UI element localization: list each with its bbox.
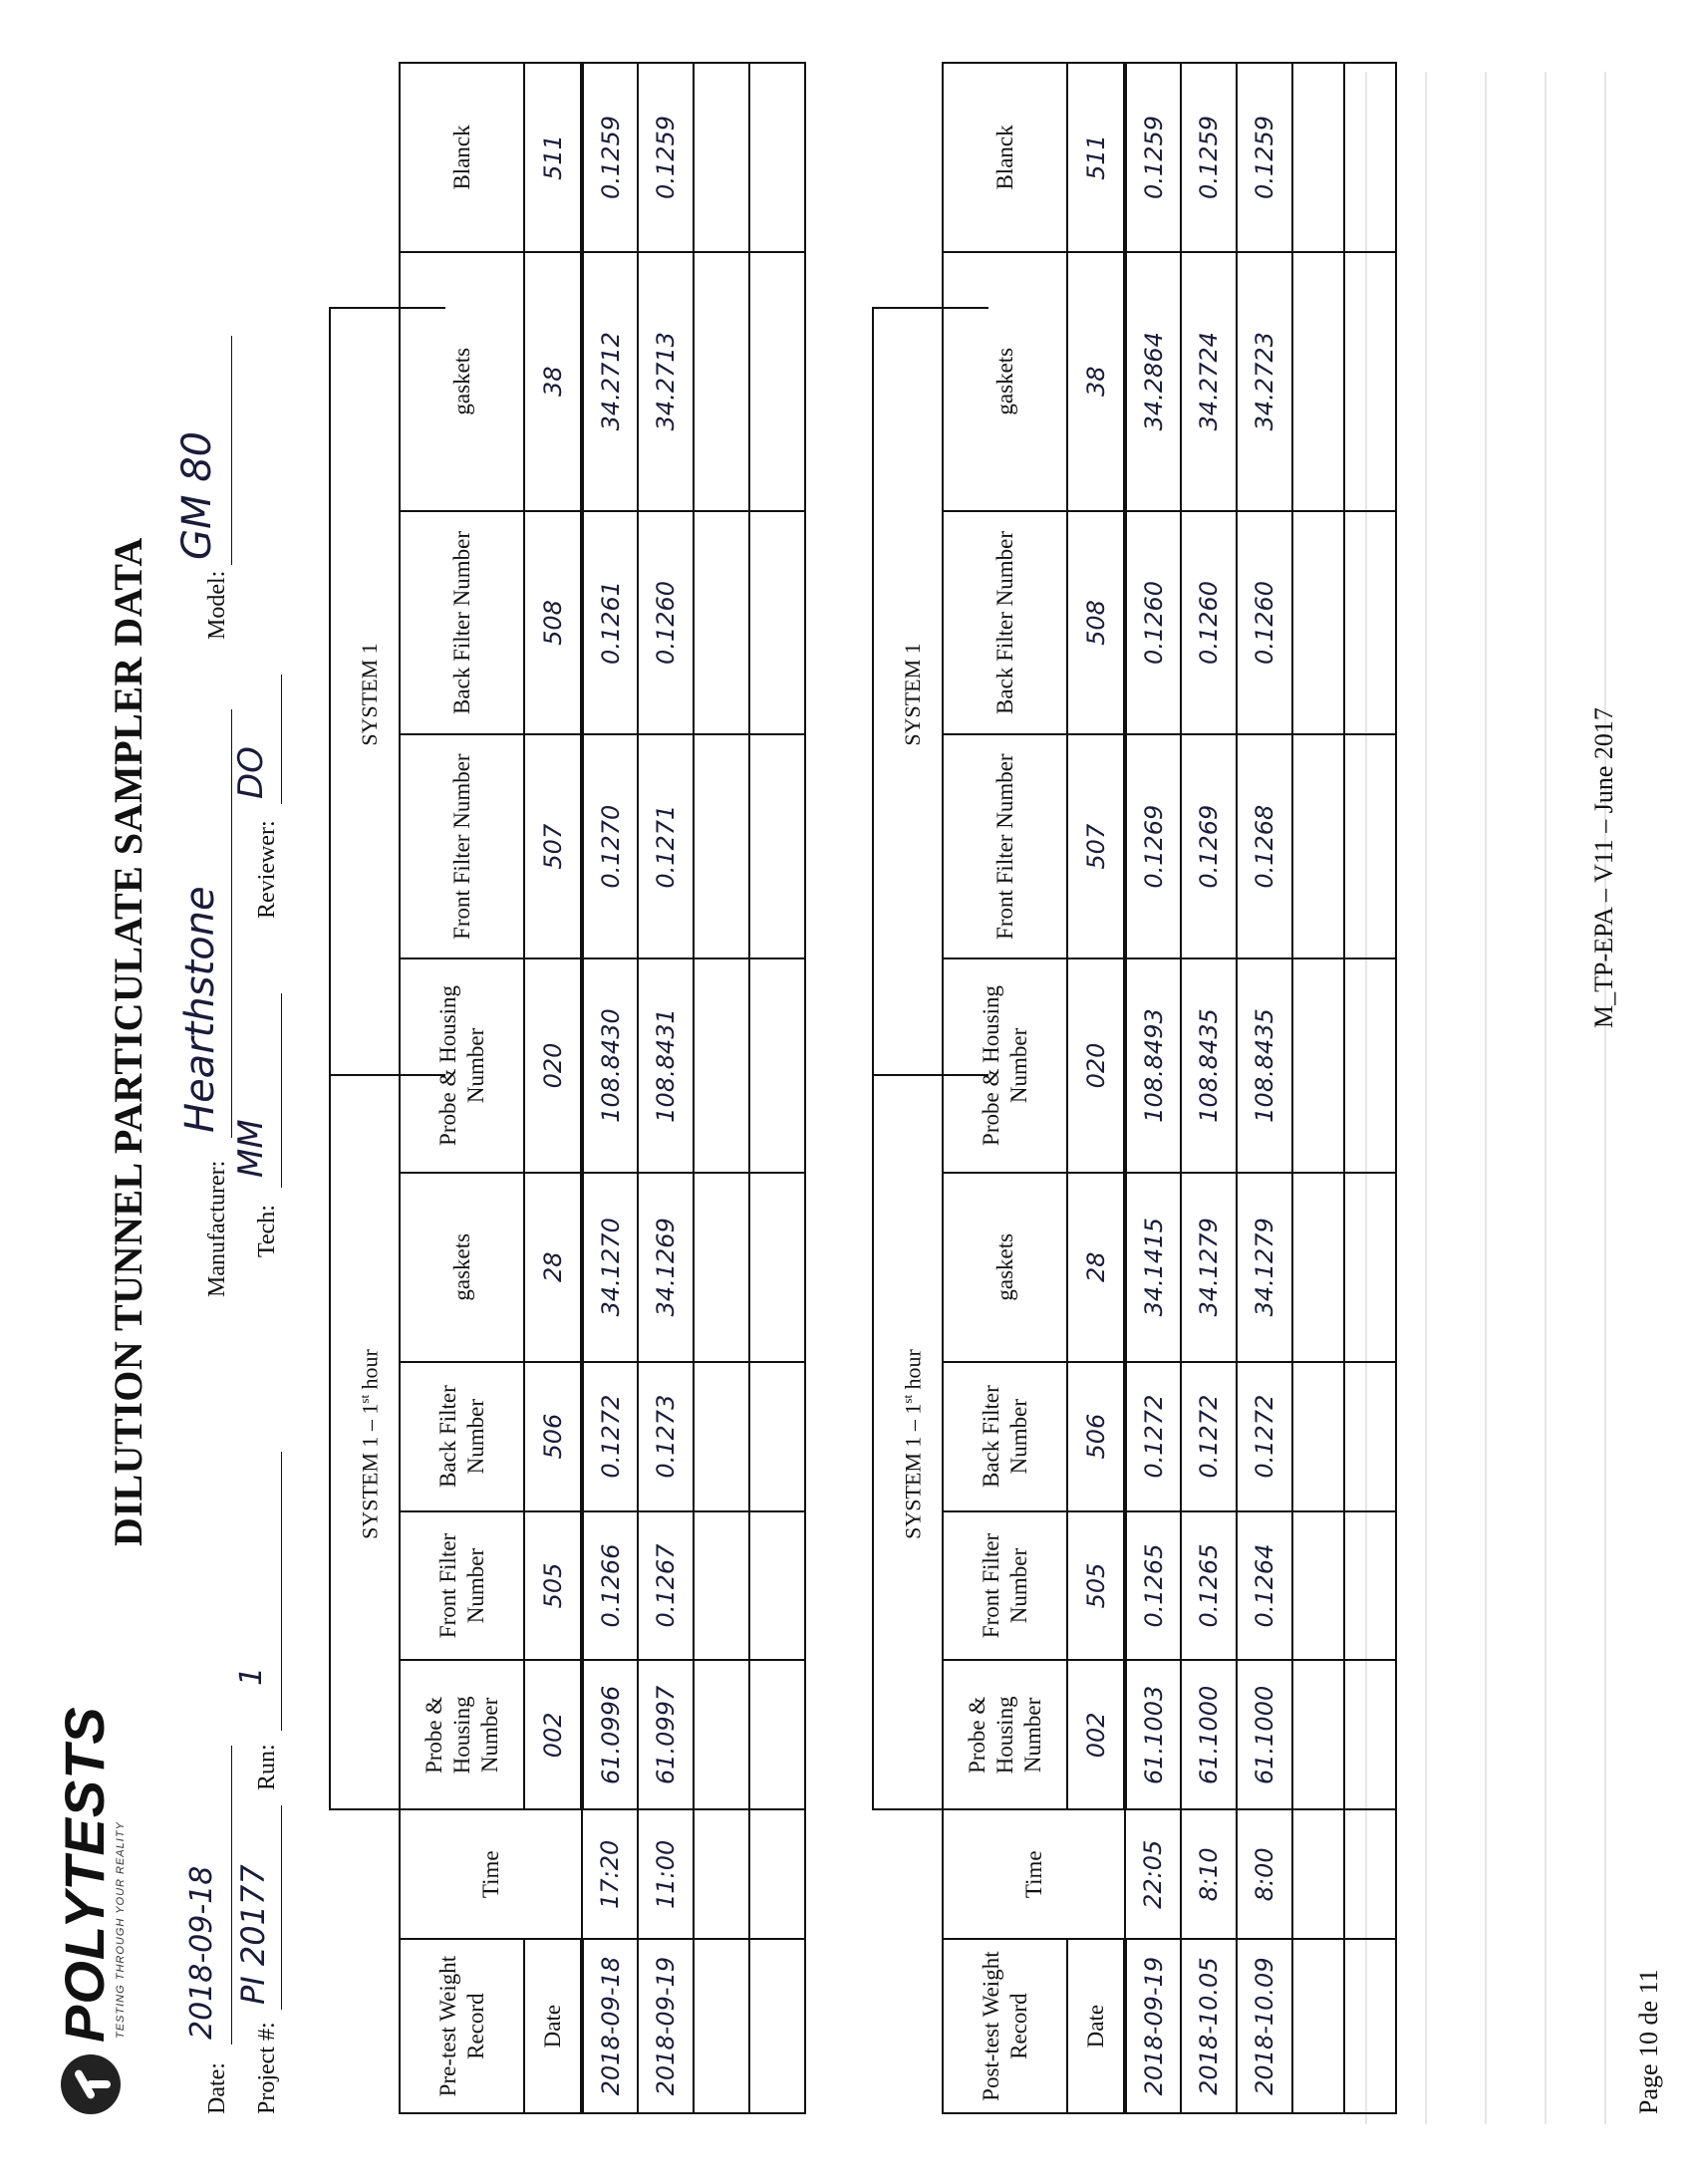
logo-tagline: TESTING THROUGH YOUR REALITY xyxy=(115,1821,127,2039)
table-cell xyxy=(1344,1809,1396,1939)
table-cell: 61.1003 xyxy=(1125,1660,1181,1809)
manufacturer-label: Manufacturer: xyxy=(204,1160,230,1297)
pretest-id-front-2: 507 xyxy=(524,734,582,958)
polytests-logo-icon xyxy=(61,2054,121,2114)
table-cell: 2018-10.09 xyxy=(1237,1939,1292,2113)
table-cell: 22:05 xyxy=(1125,1809,1181,1939)
table-cell: 0.1269 xyxy=(1125,734,1181,958)
table-cell: 0.1272 xyxy=(582,1362,638,1511)
table-cell xyxy=(694,1939,749,2113)
pretest-header-time: Time xyxy=(400,1809,582,1939)
model-value: GM 80 xyxy=(174,430,220,560)
table-cell xyxy=(1344,734,1396,958)
table-cell: 61.0996 xyxy=(582,1660,638,1809)
polytests-logo xyxy=(55,1706,127,2114)
page-number: Page 10 de 11 xyxy=(1634,1969,1663,2114)
table-cell: 61.1000 xyxy=(1237,1660,1292,1809)
posttest-id-back-2: 508 xyxy=(1067,511,1125,735)
table-cell xyxy=(1344,511,1396,735)
table-cell: 0.1270 xyxy=(582,734,638,958)
posttest-header-gaskets-2: gaskets xyxy=(943,252,1067,511)
logo-name: POLYTESTS xyxy=(53,1706,116,2043)
pretest-table xyxy=(399,62,806,2114)
table-cell: 0.1269 xyxy=(1181,734,1237,958)
table-cell xyxy=(749,252,805,511)
table-cell xyxy=(749,1173,805,1362)
table-cell: 0.1265 xyxy=(1125,1511,1181,1661)
posttest-id-gaskets-1: 28 xyxy=(1067,1173,1125,1362)
posttest-header-probe-1: Probe & Housing Number xyxy=(943,1660,1067,1809)
table-cell xyxy=(1292,511,1344,735)
table-cell: 0.1267 xyxy=(638,1511,694,1661)
table-cell: 34.1279 xyxy=(1237,1173,1292,1362)
posttest-id-front-2: 507 xyxy=(1067,734,1125,958)
table-row xyxy=(1237,63,1292,2113)
table-row xyxy=(1181,63,1237,2113)
table-row xyxy=(1125,63,1181,2113)
posttest-id-probe-2: 020 xyxy=(1067,958,1125,1173)
table-cell: 8:10 xyxy=(1181,1809,1237,1939)
table-cell: 0.1259 xyxy=(1237,63,1292,252)
table-cell xyxy=(1344,252,1396,511)
tech-label: Tech: xyxy=(254,1205,280,1257)
table-cell: 0.1259 xyxy=(1181,63,1237,252)
table-cell: 0.1272 xyxy=(1125,1362,1181,1511)
pretest-header-back-1: Back Filter Number xyxy=(400,1362,524,1511)
table-cell xyxy=(749,1511,805,1661)
table-cell xyxy=(1292,1511,1344,1661)
table-cell: 2018-09-19 xyxy=(1125,1939,1181,2113)
table-cell xyxy=(749,511,805,735)
table-cell: 2018-10.05 xyxy=(1181,1939,1237,2113)
table-cell: 0.1265 xyxy=(1181,1511,1237,1661)
table-cell: 34.1415 xyxy=(1125,1173,1181,1362)
manufacturer-value: Hearthstone xyxy=(177,886,223,1133)
posttest-header-gaskets-1: gaskets xyxy=(943,1173,1067,1362)
table-cell: 108.8430 xyxy=(582,958,638,1173)
pretest-header-date: Date xyxy=(524,1939,582,2113)
posttest-header-probe-2: Probe & Housing Number xyxy=(943,958,1067,1173)
table-cell: 34.1279 xyxy=(1181,1173,1237,1362)
pretest-id-gaskets-2: 38 xyxy=(524,252,582,511)
table-cell: 61.1000 xyxy=(1181,1660,1237,1809)
table-cell xyxy=(1344,1173,1396,1362)
table-cell: 34.2723 xyxy=(1237,252,1292,511)
table-cell: 0.1260 xyxy=(1237,511,1292,735)
table-cell xyxy=(694,1511,749,1661)
pretest-header-gaskets-2: gaskets xyxy=(400,252,524,511)
project-value: PI 20177 xyxy=(234,1864,272,2005)
table-cell: 0.1271 xyxy=(638,734,694,958)
table-cell xyxy=(694,958,749,1173)
table-cell: 0.1260 xyxy=(1181,511,1237,735)
table-cell: 0.1260 xyxy=(638,511,694,735)
posttest-id-blanck: 511 xyxy=(1067,63,1125,252)
table-cell: 0.1273 xyxy=(638,1362,694,1511)
table-cell xyxy=(694,1809,749,1939)
table-cell: 17:20 xyxy=(582,1809,638,1939)
table-cell: 61.0997 xyxy=(638,1660,694,1809)
table-cell xyxy=(694,1173,749,1362)
posttest-id-front-1: 505 xyxy=(1067,1511,1125,1661)
table-cell xyxy=(749,958,805,1173)
posttest-header-time: Time xyxy=(943,1809,1125,1939)
posttest-record-label: Post-test Weight Record xyxy=(943,1939,1067,2113)
table-cell: 108.8493 xyxy=(1125,958,1181,1173)
reviewer-value: DO xyxy=(231,746,271,799)
table-cell xyxy=(1292,1809,1344,1939)
table-cell xyxy=(694,511,749,735)
pretest-id-probe-1: 002 xyxy=(524,1660,582,1809)
table-row xyxy=(694,63,749,2113)
posttest-system1-first-hour-label: SYSTEM 1 – 1st hour xyxy=(900,1349,926,1539)
table-cell xyxy=(749,1362,805,1511)
table-cell: 11:00 xyxy=(638,1809,694,1939)
pretest-header-blanck: Blanck xyxy=(400,63,524,252)
table-cell: 8:00 xyxy=(1237,1809,1292,1939)
table-cell xyxy=(749,1660,805,1809)
posttest-table xyxy=(942,62,1397,2114)
date-value: 2018-09-18 xyxy=(184,1865,219,2040)
table-cell: 0.1260 xyxy=(1125,511,1181,735)
table-cell xyxy=(1292,958,1344,1173)
posttest-header-back-1: Back Filter Number xyxy=(943,1362,1067,1511)
pretest-id-gaskets-1: 28 xyxy=(524,1173,582,1362)
posttest-system1-label: SYSTEM 1 xyxy=(900,643,925,746)
table-cell xyxy=(694,1362,749,1511)
table-row xyxy=(638,63,694,2113)
pretest-id-front-1: 505 xyxy=(524,1511,582,1661)
table-cell xyxy=(694,1660,749,1809)
project-label: Project #: xyxy=(254,2022,280,2114)
table-cell xyxy=(1344,1362,1396,1511)
pretest-header-back-2: Back Filter Number xyxy=(400,511,524,735)
table-cell: 34.2864 xyxy=(1125,252,1181,511)
table-cell: 0.1259 xyxy=(638,63,694,252)
table-cell: 34.2724 xyxy=(1181,252,1237,511)
table-cell xyxy=(1292,63,1344,252)
table-cell: 108.8435 xyxy=(1237,958,1292,1173)
table-cell: 0.1272 xyxy=(1181,1362,1237,1511)
run-value: 1 xyxy=(234,1666,269,1686)
table-cell: 108.8431 xyxy=(638,958,694,1173)
table-cell: 2018-09-19 xyxy=(638,1939,694,2113)
pretest-system1-label: SYSTEM 1 xyxy=(357,643,382,746)
table-cell: 0.1268 xyxy=(1237,734,1292,958)
posttest-header-front-2: Front Filter Number xyxy=(943,734,1067,958)
table-cell: 34.1269 xyxy=(638,1173,694,1362)
pretest-id-back-1: 506 xyxy=(524,1362,582,1511)
table-cell xyxy=(1344,1939,1396,2113)
pretest-id-back-2: 508 xyxy=(524,511,582,735)
table-cell: 2018-09-18 xyxy=(582,1939,638,2113)
reviewer-label: Reviewer: xyxy=(254,820,280,919)
table-cell xyxy=(694,252,749,511)
tech-value: MM xyxy=(231,1119,271,1178)
table-cell xyxy=(749,63,805,252)
table-cell xyxy=(1292,1362,1344,1511)
table-cell xyxy=(1292,1939,1344,2113)
table-row xyxy=(749,63,805,2113)
pretest-id-probe-2: 020 xyxy=(524,958,582,1173)
table-cell xyxy=(1344,958,1396,1173)
page-title: DILUTION TUNNEL PARTICULATE SAMPLER DATA xyxy=(106,537,150,1546)
table-row xyxy=(1344,63,1396,2113)
table-row xyxy=(1292,63,1344,2113)
table-cell xyxy=(749,1939,805,2113)
posttest-id-gaskets-2: 38 xyxy=(1067,252,1125,511)
table-cell xyxy=(749,1809,805,1939)
run-label: Run: xyxy=(254,1744,280,1790)
table-cell: 0.1261 xyxy=(582,511,638,735)
table-cell: 0.1264 xyxy=(1237,1511,1292,1661)
pretest-id-blanck: 511 xyxy=(524,63,582,252)
pretest-header-gaskets-1: gaskets xyxy=(400,1173,524,1362)
posttest-header-front-1: Front Filter Number xyxy=(943,1511,1067,1661)
posttest-id-probe-1: 002 xyxy=(1067,1660,1125,1809)
table-row xyxy=(582,63,638,2113)
table-cell xyxy=(694,63,749,252)
table-cell: 0.1259 xyxy=(1125,63,1181,252)
document-version: M_TP-EPA – V11 – June 2017 xyxy=(1589,707,1618,1028)
posttest-header-date: Date xyxy=(1067,1939,1125,2113)
posttest-header-blanck: Blanck xyxy=(943,63,1067,252)
table-cell xyxy=(1344,1660,1396,1809)
pretest-header-front-2: Front Filter Number xyxy=(400,734,524,958)
pretest-system1-first-hour-label: SYSTEM 1 – 1st hour xyxy=(357,1349,383,1539)
table-cell: 34.2713 xyxy=(638,252,694,511)
table-cell xyxy=(1292,1173,1344,1362)
pretest-header-front-1: Front Filter Number xyxy=(400,1511,524,1661)
table-cell: 0.1266 xyxy=(582,1511,638,1661)
table-cell xyxy=(1344,1511,1396,1661)
table-cell: 0.1272 xyxy=(1237,1362,1292,1511)
table-cell xyxy=(749,734,805,958)
table-cell xyxy=(1292,734,1344,958)
posttest-header-back-2: Back Filter Number xyxy=(943,511,1067,735)
table-cell: 34.2712 xyxy=(582,252,638,511)
date-label: Date: xyxy=(204,2062,230,2114)
table-cell: 108.8435 xyxy=(1181,958,1237,1173)
model-label: Model: xyxy=(204,570,230,640)
pretest-record-label: Pre-test Weight Record xyxy=(400,1939,524,2113)
table-cell xyxy=(1292,252,1344,511)
pretest-header-probe-2: Probe & Housing Number xyxy=(400,958,524,1173)
table-cell xyxy=(694,734,749,958)
table-cell: 0.1259 xyxy=(582,63,638,252)
posttest-id-back-1: 506 xyxy=(1067,1362,1125,1511)
table-cell xyxy=(1344,63,1396,252)
table-cell xyxy=(1292,1660,1344,1809)
table-cell: 34.1270 xyxy=(582,1173,638,1362)
pretest-header-probe-1: Probe & Housing Number xyxy=(400,1660,524,1809)
